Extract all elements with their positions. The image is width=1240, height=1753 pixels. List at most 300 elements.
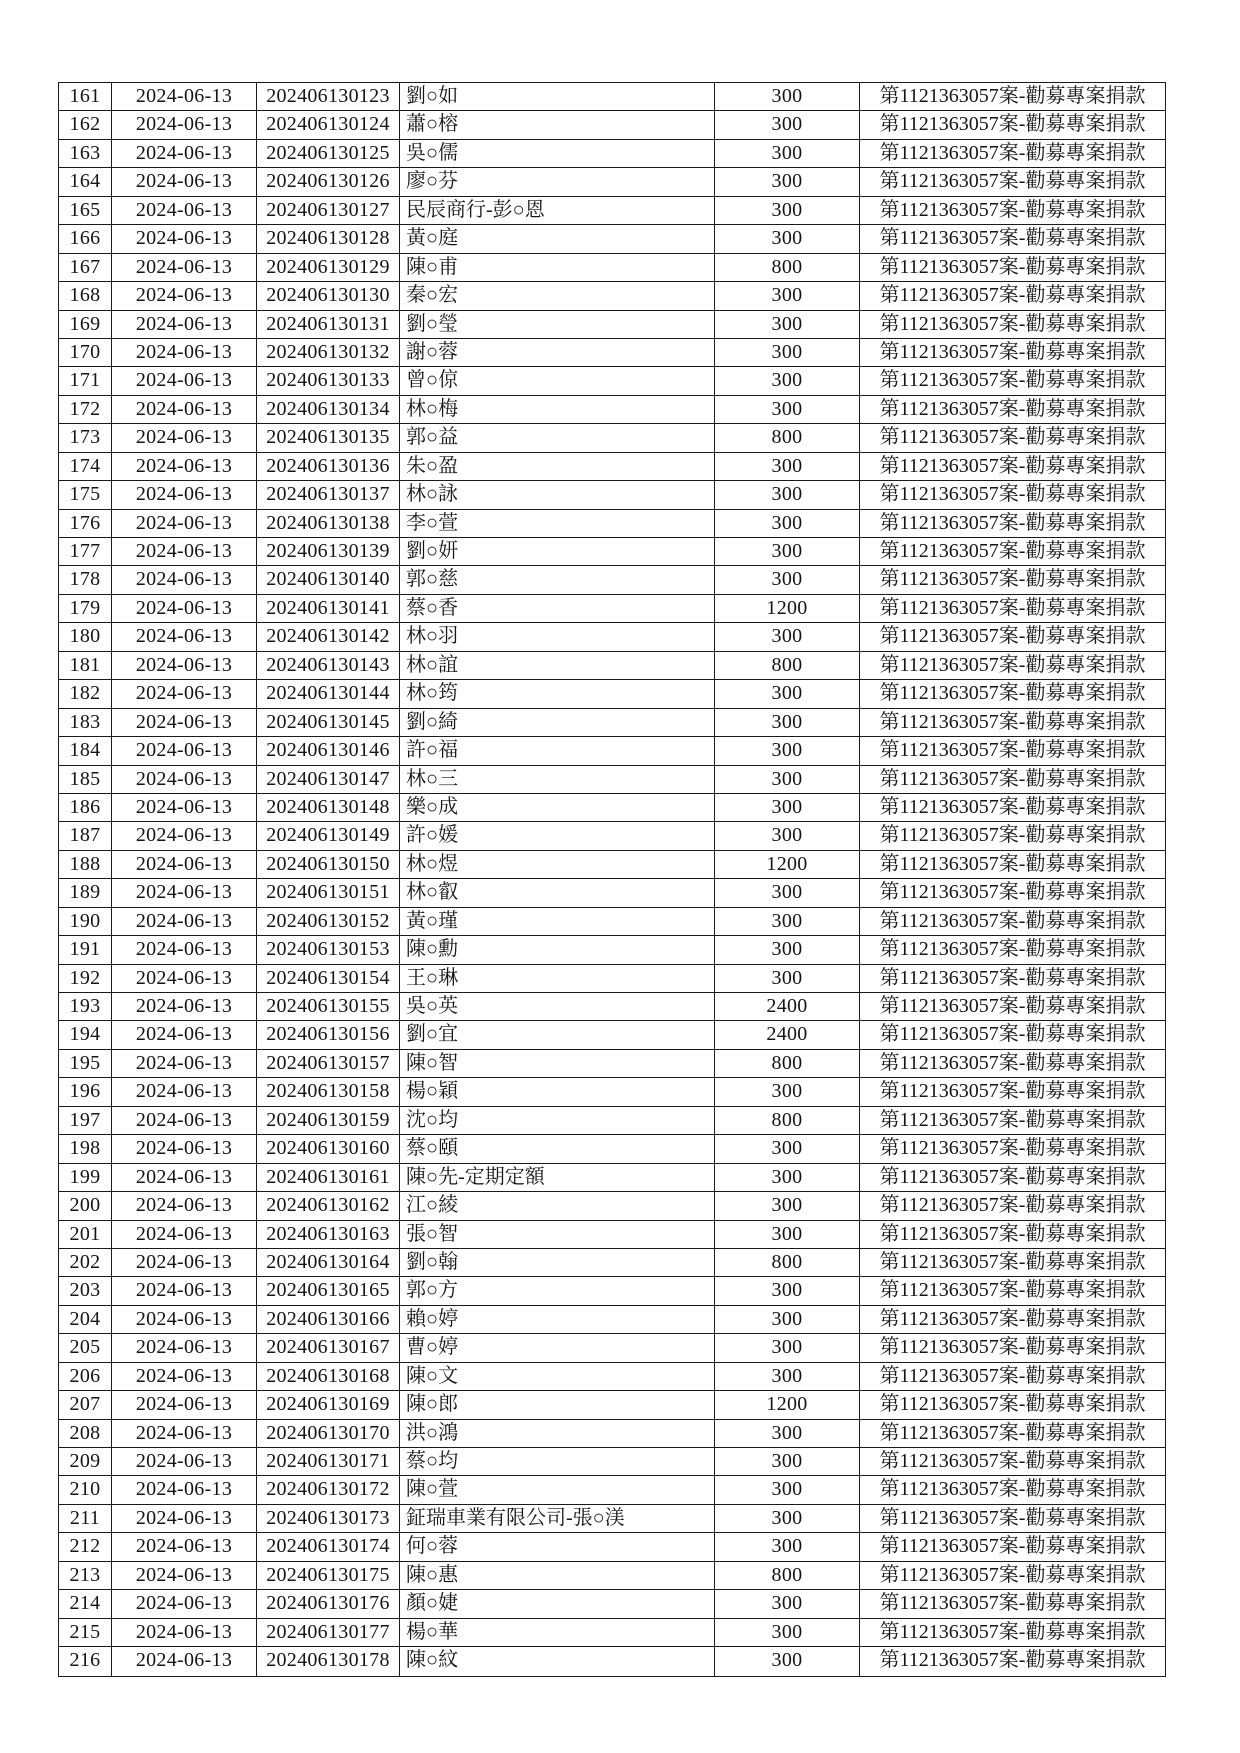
receipt-number-cell: 202406130135 [257,424,400,451]
amount-cell: 300 [715,83,860,110]
amount-cell: 300 [715,1192,860,1219]
donor-name-cell: 蕭○榕 [400,111,715,138]
amount-cell: 300 [715,1476,860,1503]
row-number-cell: 183 [59,709,112,736]
row-number-cell: 161 [59,83,112,110]
receipt-number-cell: 202406130159 [257,1107,400,1134]
amount-cell: 300 [715,197,860,224]
donor-name-cell: 蔡○香 [400,595,715,622]
receipt-number-cell: 202406130132 [257,339,400,366]
row-number-cell: 210 [59,1476,112,1503]
receipt-number-cell: 202406130161 [257,1164,400,1191]
amount-cell: 800 [715,1050,860,1077]
table-row [59,1164,1165,1192]
row-number-cell: 185 [59,766,112,793]
table-row [59,140,1165,168]
amount-cell: 300 [715,566,860,593]
table-row [59,282,1165,310]
date-cell: 2024-06-13 [112,680,257,707]
receipt-number-cell: 202406130172 [257,1476,400,1503]
note-cell: 第1121363057案-勸募專案捐款 [879,454,1146,477]
row-number-cell: 184 [59,737,112,764]
receipt-number-cell: 202406130146 [257,737,400,764]
amount-cell: 300 [715,1334,860,1361]
note-cell: 第1121363057案-勸募專案捐款 [879,625,1146,648]
donor-name-cell: 江○綾 [400,1192,715,1219]
receipt-number-cell: 202406130177 [257,1619,400,1646]
receipt-number-cell: 202406130169 [257,1391,400,1418]
receipt-number-cell: 202406130142 [257,623,400,650]
date-cell: 2024-06-13 [112,1249,257,1276]
note-cell: 第1121363057案-勸募專案捐款 [879,596,1146,619]
amount-cell: 300 [715,1306,860,1333]
receipt-number-cell: 202406130176 [257,1590,400,1617]
note-cell: 第1121363057案-勸募專案捐款 [879,1478,1146,1501]
receipt-number-cell: 202406130164 [257,1249,400,1276]
receipt-number-cell: 202406130147 [257,766,400,793]
donation-table [58,82,1166,1677]
amount-cell: 300 [715,1277,860,1304]
amount-cell: 300 [715,1590,860,1617]
receipt-number-cell: 202406130157 [257,1050,400,1077]
donor-name-cell: 鉦瑞車業有限公司-張○渼 [400,1505,715,1532]
receipt-number-cell: 202406130137 [257,481,400,508]
table-row [59,1533,1165,1561]
date-cell: 2024-06-13 [112,822,257,849]
row-number-cell: 163 [59,140,112,167]
receipt-number-cell: 202406130128 [257,225,400,252]
amount-cell: 300 [715,680,860,707]
date-cell: 2024-06-13 [112,1590,257,1617]
row-number-cell: 214 [59,1590,112,1617]
row-number-cell: 202 [59,1249,112,1276]
row-number-cell: 195 [59,1050,112,1077]
table-row [59,737,1165,765]
row-number-cell: 203 [59,1277,112,1304]
row-number-cell: 178 [59,566,112,593]
table-row [59,1221,1165,1249]
receipt-number-cell: 202406130131 [257,311,400,338]
donor-name-cell: 陳○甫 [400,254,715,281]
table-row [59,623,1165,651]
row-number-cell: 166 [59,225,112,252]
note-cell: 第1121363057案-勸募專案捐款 [879,141,1146,164]
donor-name-cell: 陳○智 [400,1050,715,1077]
donor-name-cell: 陳○先-定期定額 [400,1164,715,1191]
table-row [59,1050,1165,1078]
date-cell: 2024-06-13 [112,936,257,963]
table-row [59,111,1165,139]
donor-name-cell: 黃○庭 [400,225,715,252]
donor-name-cell: 賴○婷 [400,1306,715,1333]
table-row [59,680,1165,708]
amount-cell: 300 [715,311,860,338]
donor-name-cell: 劉○翰 [400,1249,715,1276]
date-cell: 2024-06-13 [112,1562,257,1589]
date-cell: 2024-06-13 [112,1391,257,1418]
date-cell: 2024-06-13 [112,709,257,736]
receipt-number-cell: 202406130143 [257,652,400,679]
note-cell: 第1121363057案-勸募專案捐款 [879,284,1146,307]
receipt-number-cell: 202406130158 [257,1078,400,1105]
row-number-cell: 175 [59,481,112,508]
table-row [59,538,1165,566]
note-cell: 第1121363057案-勸募專案捐款 [879,1137,1146,1160]
date-cell: 2024-06-13 [112,1306,257,1333]
amount-cell: 300 [715,168,860,195]
row-number-cell: 179 [59,595,112,622]
amount-cell: 300 [715,1533,860,1560]
receipt-number-cell: 202406130174 [257,1533,400,1560]
donor-name-cell: 郭○益 [400,424,715,451]
receipt-number-cell: 202406130167 [257,1334,400,1361]
amount-cell: 800 [715,254,860,281]
date-cell: 2024-06-13 [112,851,257,878]
table-row [59,481,1165,509]
date-cell: 2024-06-13 [112,367,257,394]
note-cell: 第1121363057案-勸募專案捐款 [879,568,1146,591]
row-number-cell: 192 [59,965,112,992]
receipt-number-cell: 202406130138 [257,510,400,537]
donor-name-cell: 秦○宏 [400,282,715,309]
donor-name-cell: 洪○鴻 [400,1420,715,1447]
amount-cell: 300 [715,282,860,309]
row-number-cell: 186 [59,794,112,821]
table-row [59,1590,1165,1618]
amount-cell: 300 [715,225,860,252]
date-cell: 2024-06-13 [112,1363,257,1390]
note-cell: 第1121363057案-勸募專案捐款 [879,824,1146,847]
table-row [59,367,1165,395]
table-row [59,766,1165,794]
note-cell: 第1121363057案-勸募專案捐款 [879,881,1146,904]
donor-name-cell: 樂○成 [400,794,715,821]
row-number-cell: 169 [59,311,112,338]
amount-cell: 300 [715,538,860,565]
table-row [59,965,1165,993]
row-number-cell: 208 [59,1420,112,1447]
table-row [59,1078,1165,1106]
receipt-number-cell: 202406130163 [257,1221,400,1248]
table-row [59,1505,1165,1533]
row-number-cell: 197 [59,1107,112,1134]
amount-cell: 300 [715,1164,860,1191]
donor-name-cell: 林○叡 [400,879,715,906]
amount-cell: 300 [715,453,860,480]
table-row [59,993,1165,1021]
table-row [59,1192,1165,1220]
donor-name-cell: 陳○惠 [400,1562,715,1589]
date-cell: 2024-06-13 [112,1107,257,1134]
donor-name-cell: 陳○郎 [400,1391,715,1418]
note-cell: 第1121363057案-勸募專案捐款 [879,653,1146,676]
table-row [59,908,1165,936]
donor-name-cell: 何○蓉 [400,1533,715,1560]
note-cell: 第1121363057案-勸募專案捐款 [879,1563,1146,1586]
donor-name-cell: 林○羽 [400,623,715,650]
row-number-cell: 173 [59,424,112,451]
table-row [59,1420,1165,1448]
receipt-number-cell: 202406130123 [257,83,400,110]
date-cell: 2024-06-13 [112,225,257,252]
donor-name-cell: 林○誼 [400,652,715,679]
donor-name-cell: 林○梅 [400,396,715,423]
receipt-number-cell: 202406130151 [257,879,400,906]
amount-cell: 1200 [715,851,860,878]
date-cell: 2024-06-13 [112,993,257,1020]
row-number-cell: 189 [59,879,112,906]
date-cell: 2024-06-13 [112,652,257,679]
donor-name-cell: 曹○婷 [400,1334,715,1361]
date-cell: 2024-06-13 [112,1135,257,1162]
donor-name-cell: 林○煜 [400,851,715,878]
amount-cell: 300 [715,1619,860,1646]
note-cell: 第1121363057案-勸募專案捐款 [879,397,1146,420]
note-cell: 第1121363057案-勸募專案捐款 [879,511,1146,534]
donor-name-cell: 吳○英 [400,993,715,1020]
amount-cell: 2400 [715,1021,860,1048]
donor-name-cell: 沈○均 [400,1107,715,1134]
date-cell: 2024-06-13 [112,282,257,309]
donor-name-cell: 黃○瑾 [400,908,715,935]
amount-cell: 300 [715,766,860,793]
row-number-cell: 168 [59,282,112,309]
date-cell: 2024-06-13 [112,1164,257,1191]
receipt-number-cell: 202406130140 [257,566,400,593]
date-cell: 2024-06-13 [112,566,257,593]
row-number-cell: 196 [59,1078,112,1105]
amount-cell: 300 [715,111,860,138]
date-cell: 2024-06-13 [112,737,257,764]
amount-cell: 800 [715,1107,860,1134]
date-cell: 2024-06-13 [112,396,257,423]
note-cell: 第1121363057案-勸募專案捐款 [879,1279,1146,1302]
donor-name-cell: 劉○宜 [400,1021,715,1048]
date-cell: 2024-06-13 [112,1334,257,1361]
table-row [59,1562,1165,1590]
date-cell: 2024-06-13 [112,83,257,110]
row-number-cell: 207 [59,1391,112,1418]
table-row [59,1448,1165,1476]
date-cell: 2024-06-13 [112,794,257,821]
amount-cell: 300 [715,908,860,935]
receipt-number-cell: 202406130133 [257,367,400,394]
date-cell: 2024-06-13 [112,339,257,366]
receipt-number-cell: 202406130127 [257,197,400,224]
receipt-number-cell: 202406130152 [257,908,400,935]
donor-name-cell: 謝○蓉 [400,339,715,366]
date-cell: 2024-06-13 [112,908,257,935]
donor-name-cell: 劉○妍 [400,538,715,565]
donor-name-cell: 劉○綺 [400,709,715,736]
date-cell: 2024-06-13 [112,538,257,565]
date-cell: 2024-06-13 [112,168,257,195]
amount-cell: 800 [715,1562,860,1589]
row-number-cell: 182 [59,680,112,707]
donor-name-cell: 許○媛 [400,822,715,849]
amount-cell: 300 [715,709,860,736]
donor-name-cell: 郭○慈 [400,566,715,593]
donor-name-cell: 楊○穎 [400,1078,715,1105]
table-row [59,1277,1165,1305]
receipt-number-cell: 202406130160 [257,1135,400,1162]
amount-cell: 300 [715,1363,860,1390]
note-cell: 第1121363057案-勸募專案捐款 [879,1080,1146,1103]
date-cell: 2024-06-13 [112,766,257,793]
note-cell: 第1121363057案-勸募專案捐款 [879,340,1146,363]
table-row [59,1647,1165,1675]
note-cell: 第1121363057案-勸募專案捐款 [879,85,1146,107]
row-number-cell: 193 [59,993,112,1020]
row-number-cell: 194 [59,1021,112,1048]
donor-name-cell: 陳○萱 [400,1476,715,1503]
date-cell: 2024-06-13 [112,481,257,508]
row-number-cell: 180 [59,623,112,650]
row-number-cell: 171 [59,367,112,394]
receipt-number-cell: 202406130148 [257,794,400,821]
date-cell: 2024-06-13 [112,623,257,650]
note-cell: 第1121363057案-勸募專案捐款 [879,369,1146,392]
date-cell: 2024-06-13 [112,111,257,138]
receipt-number-cell: 202406130153 [257,936,400,963]
donor-name-cell: 廖○芬 [400,168,715,195]
date-cell: 2024-06-13 [112,1050,257,1077]
receipt-number-cell: 202406130165 [257,1277,400,1304]
amount-cell: 300 [715,1647,860,1675]
amount-cell: 1200 [715,1391,860,1418]
amount-cell: 300 [715,1078,860,1105]
note-cell: 第1121363057案-勸募專案捐款 [879,1393,1146,1416]
date-cell: 2024-06-13 [112,1021,257,1048]
note-cell: 第1121363057案-勸募專案捐款 [879,426,1146,449]
table-row [59,1619,1165,1647]
table-row [59,168,1165,196]
row-number-cell: 187 [59,822,112,849]
note-cell: 第1121363057案-勸募專案捐款 [879,1336,1146,1359]
receipt-number-cell: 202406130124 [257,111,400,138]
donor-name-cell: 劉○瑩 [400,311,715,338]
amount-cell: 2400 [715,993,860,1020]
receipt-number-cell: 202406130141 [257,595,400,622]
receipt-number-cell: 202406130155 [257,993,400,1020]
note-cell: 第1121363057案-勸募專案捐款 [879,1535,1146,1558]
donor-name-cell: 朱○盈 [400,453,715,480]
date-cell: 2024-06-13 [112,1420,257,1447]
row-number-cell: 213 [59,1562,112,1589]
note-cell: 第1121363057案-勸募專案捐款 [879,1307,1146,1330]
amount-cell: 300 [715,140,860,167]
receipt-number-cell: 202406130168 [257,1363,400,1390]
note-cell: 第1121363057案-勸募專案捐款 [879,1222,1146,1245]
amount-cell: 300 [715,1135,860,1162]
note-cell: 第1121363057案-勸募專案捐款 [879,1108,1146,1131]
row-number-cell: 200 [59,1192,112,1219]
row-number-cell: 165 [59,197,112,224]
note-cell: 第1121363057案-勸募專案捐款 [879,1194,1146,1217]
table-row [59,1135,1165,1163]
row-number-cell: 205 [59,1334,112,1361]
table-row [59,1363,1165,1391]
note-cell: 第1121363057案-勸募專案捐款 [879,1023,1146,1046]
amount-cell: 300 [715,879,860,906]
table-row [59,1334,1165,1362]
amount-cell: 800 [715,652,860,679]
note-cell: 第1121363057案-勸募專案捐款 [879,682,1146,705]
amount-cell: 300 [715,481,860,508]
note-cell: 第1121363057案-勸募專案捐款 [879,540,1146,562]
date-cell: 2024-06-13 [112,1277,257,1304]
donor-name-cell: 曾○倞 [400,367,715,394]
note-cell: 第1121363057案-勸募專案捐款 [879,1250,1146,1273]
note-cell: 第1121363057案-勸募專案捐款 [879,1364,1146,1387]
note-cell: 第1121363057案-勸募專案捐款 [879,1649,1146,1672]
table-row [59,1021,1165,1049]
note-cell: 第1121363057案-勸募專案捐款 [879,227,1146,250]
note-cell: 第1121363057案-勸募專案捐款 [879,483,1146,506]
row-number-cell: 162 [59,111,112,138]
note-cell: 第1121363057案-勸募專案捐款 [879,1051,1146,1074]
date-cell: 2024-06-13 [112,1078,257,1105]
receipt-number-cell: 202406130125 [257,140,400,167]
row-number-cell: 177 [59,538,112,565]
table-row [59,396,1165,424]
amount-cell: 300 [715,1221,860,1248]
donor-name-cell: 蔡○均 [400,1448,715,1475]
table-row [59,254,1165,282]
note-cell: 第1121363057案-勸募專案捐款 [879,938,1146,961]
note-cell: 第1121363057案-勸募專案捐款 [879,312,1146,335]
note-cell: 第1121363057案-勸募專案捐款 [879,710,1146,733]
amount-cell: 300 [715,936,860,963]
amount-cell: 300 [715,794,860,821]
receipt-number-cell: 202406130170 [257,1420,400,1447]
amount-cell: 800 [715,1249,860,1276]
date-cell: 2024-06-13 [112,1192,257,1219]
amount-cell: 300 [715,510,860,537]
date-cell: 2024-06-13 [112,453,257,480]
table-row [59,510,1165,538]
date-cell: 2024-06-13 [112,1476,257,1503]
table-row [59,794,1165,822]
donor-name-cell: 楊○華 [400,1619,715,1646]
table-row [59,709,1165,737]
donor-name-cell: 劉○如 [400,83,715,110]
note-cell: 第1121363057案-勸募專案捐款 [879,170,1146,193]
donor-name-cell: 顏○婕 [400,1590,715,1617]
receipt-number-cell: 202406130150 [257,851,400,878]
date-cell: 2024-06-13 [112,510,257,537]
row-number-cell: 181 [59,652,112,679]
table-row [59,1306,1165,1334]
note-cell: 第1121363057案-勸募專案捐款 [879,966,1146,989]
table-row [59,197,1165,225]
receipt-number-cell: 202406130126 [257,168,400,195]
donor-name-cell: 郭○方 [400,1277,715,1304]
amount-cell: 300 [715,1505,860,1532]
receipt-number-cell: 202406130136 [257,453,400,480]
table-row [59,1107,1165,1135]
table-row [59,339,1165,367]
receipt-number-cell: 202406130175 [257,1562,400,1589]
row-number-cell: 211 [59,1505,112,1532]
table-row [59,652,1165,680]
receipt-number-cell: 202406130162 [257,1192,400,1219]
donor-name-cell: 王○琳 [400,965,715,992]
donor-name-cell: 蔡○頤 [400,1135,715,1162]
note-cell: 第1121363057案-勸募專案捐款 [879,739,1146,762]
amount-cell: 300 [715,737,860,764]
note-cell: 第1121363057案-勸募專案捐款 [879,909,1146,932]
